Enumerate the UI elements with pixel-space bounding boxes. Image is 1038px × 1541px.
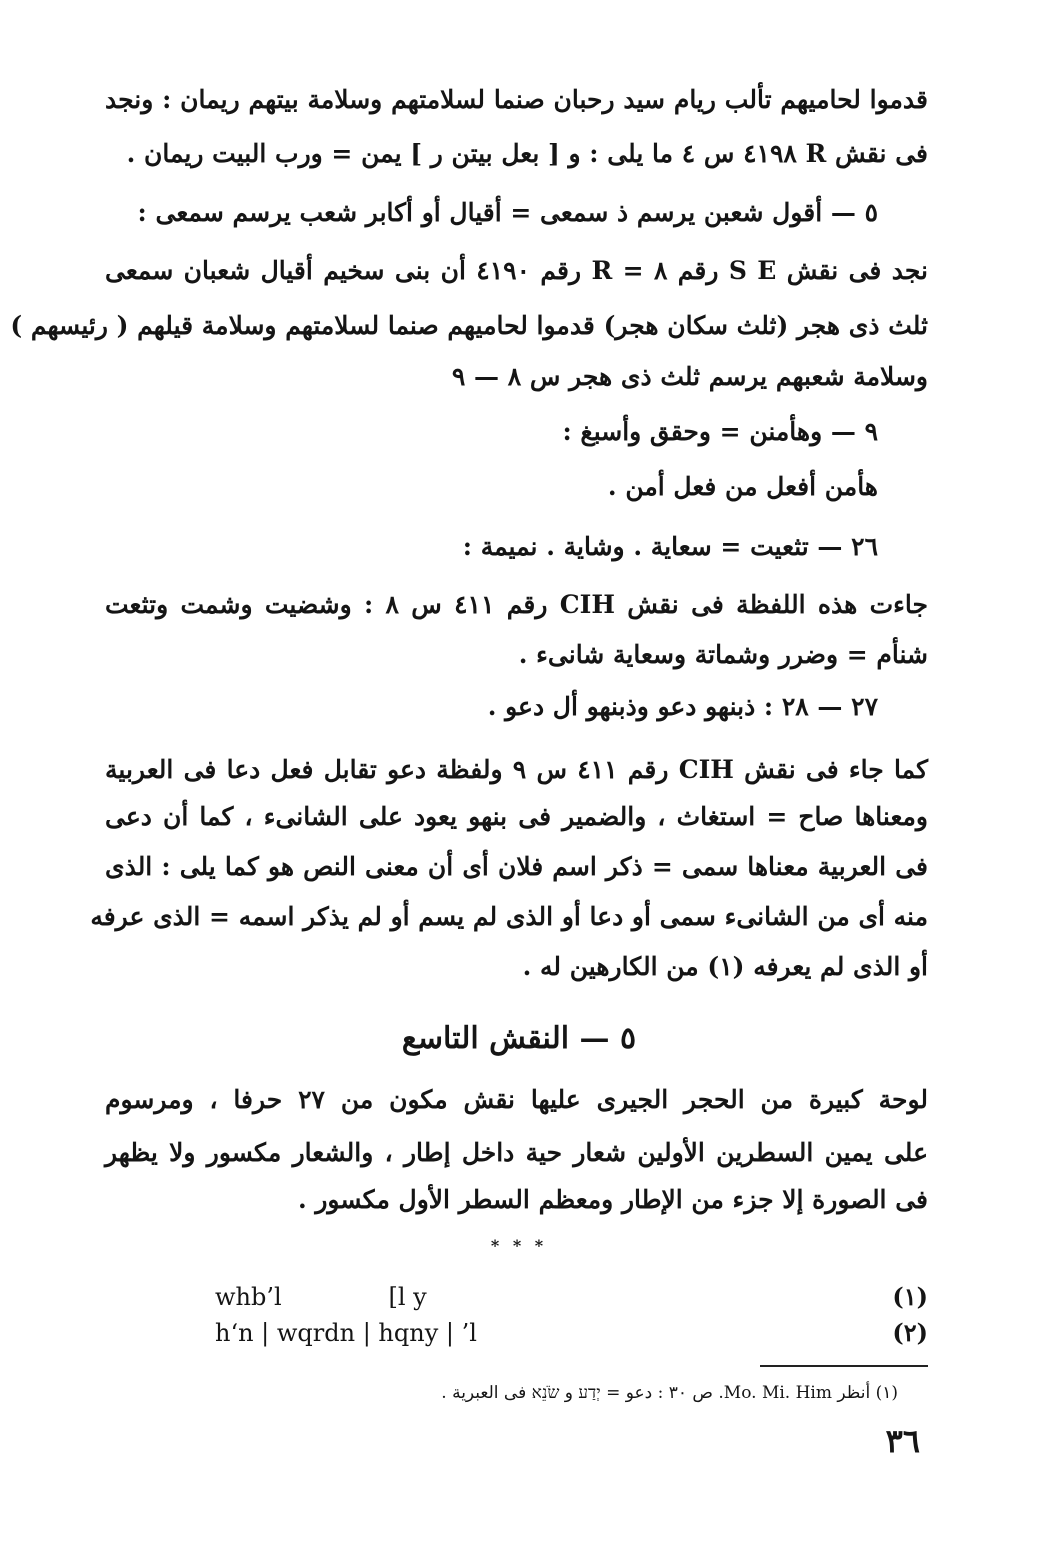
text-line-11: شنأم = وضرر وشماتة وسعاية شانىء . <box>518 640 928 669</box>
text-line-9: ٢٦ — تثعيت = سعاية . وشاية . نميمة : <box>462 532 878 561</box>
text-line-3: ٥ — أقول شعبن يرسم ذ سمعى = أقيال أو أكابر شعب يرسم سمعى : <box>137 198 878 227</box>
text-line-8: هأمن أفعل من فعل أمن . <box>607 472 878 501</box>
text-line-14: ومعناها صاح = استغاث ، والضمير فى بنهو يعود على الشانىء ، كما أن دعى <box>105 802 928 831</box>
text-line-19: على يمين السطرين الأولين شعار حية داخل إطار ، والشعار مكسور ولا يظهر <box>105 1138 928 1167</box>
text-line-20: فى الصورة إلا جزء من الإطار ومعظم السطر الأول مكسور . <box>297 1185 928 1214</box>
text-line-16: منه أى من الشانىء سمى أو دعا أو الذى لم يسم أو لم يذكر اسمه = الذى عرفه <box>90 902 928 931</box>
separator-stars: * * * <box>490 1236 548 1255</box>
text-line-1: قدموا لحاميهم تألب ريام سيد رحبان صنما لسلامتهم وسلامة بيتهم ريمان : ونجد <box>105 85 928 114</box>
footnote-rule <box>760 1365 928 1367</box>
text-line-10: جاءت هذه اللفظة فى نقش CIH رقم ٤١١ س ٨ : وشضيت وشمت وتثعت <box>105 590 928 619</box>
transliteration-line-2 <box>215 1316 928 1350</box>
transliteration-number: (١) <box>892 1282 928 1311</box>
text-line-12: ٢٧ — ٢٨ : ذبنهو دعو وذبنهو أل دعو . <box>487 692 878 721</box>
transliteration-number: (٢) <box>892 1318 928 1347</box>
transliteration-text: whb’l [l y <box>215 1283 427 1311</box>
text-line-18: لوحة كبيرة من الحجر الجيرى عليها نقش مكون من ٢٧ حرفا ، ومرسوم <box>105 1085 928 1114</box>
text-line-2: فى نقش R ٤١٩٨ س ٤ ما يلى : و [ بعل بيتن ر ] يمن = ورب البيت ريمان . <box>126 139 928 168</box>
text-line-15: فى العربية معناها سمى = ذكر اسم فلان أى أن معنى النص هو كما يلى : الذى <box>105 852 928 881</box>
text-line-7: ٩ — وهأمنن = وحقق وأسبغ : <box>562 417 878 446</box>
transliteration-line-1 <box>215 1280 928 1314</box>
transliteration-text: h‘n | wqrdn | hqny | ’l <box>215 1319 477 1347</box>
text-line-13: كما جاء فى نقش CIH رقم ٤١١ س ٩ ولفظة دعو تقابل فعل دعا فى العربية <box>105 755 928 784</box>
text-line-17: أو الذى لم يعرفه (١) من الكارهين له . <box>522 952 928 981</box>
text-line-5: ثلث ذى هجر (ثلث سكان هجر) قدموا لحاميهم صنما لسلامتهم وسلامة قيلهم ( رئيسهم ) <box>10 311 928 340</box>
text-line-6: وسلامة شعبهم يرسم ثلث ذى هجر س ٨ — ٩ <box>451 362 928 391</box>
text-line-4: نجد فى نقش S E رقم ٨ = R رقم ٤١٩٠ أن بنى سخيم أقيال شعبان سمعى <box>105 256 928 285</box>
page-number: ٣٦ <box>885 1422 920 1460</box>
footnote: (١) أنظر Mo. Mi. Him. ص ٣٠ : دعو = יְדַע و שֹׂנֵא فى العبرية . <box>441 1383 898 1403</box>
section-heading: ٥ — النقش التاسع <box>401 1021 637 1056</box>
